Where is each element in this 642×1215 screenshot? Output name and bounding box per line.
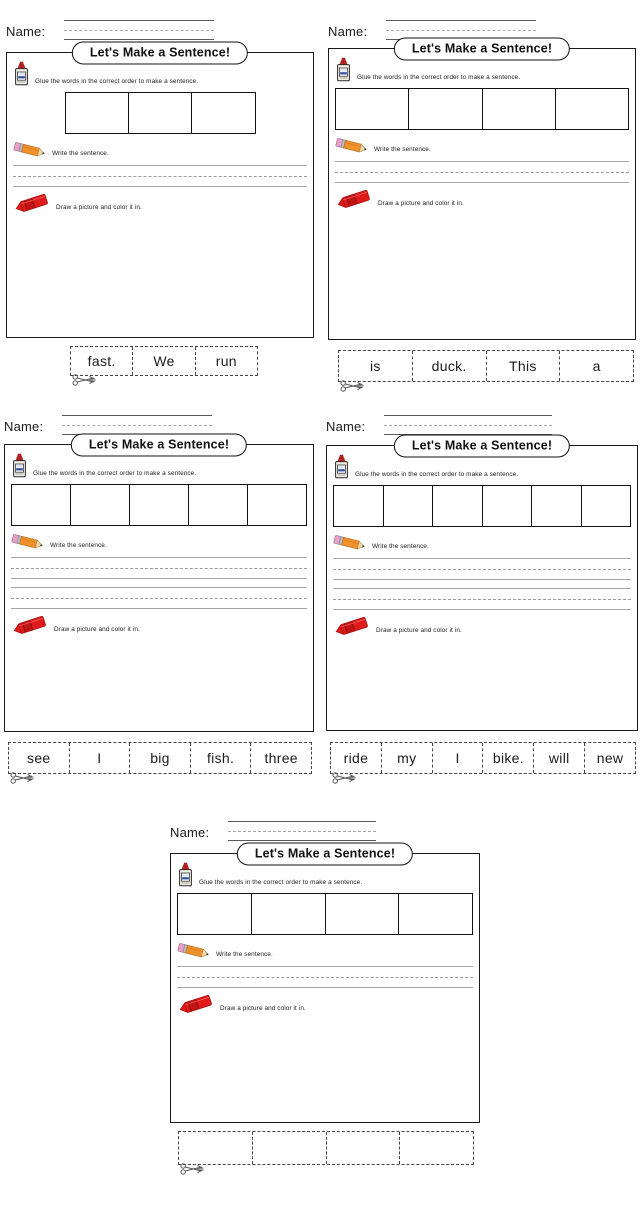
glue-box[interactable]: [130, 485, 189, 525]
worksheet-1: [6, 4, 314, 369]
word-card-label: will: [548, 750, 570, 766]
draw-instruction-text: Draw a picture and color it in.: [54, 625, 140, 633]
word-card[interactable]: [327, 1132, 401, 1164]
word-card[interactable]: [585, 743, 635, 773]
pencil-icon: [11, 534, 45, 551]
scissors-icon: [332, 771, 356, 785]
word-card-label: my: [397, 750, 417, 766]
glue-box[interactable]: [409, 89, 482, 129]
word-card[interactable]: [382, 743, 433, 773]
glue-box[interactable]: [248, 485, 306, 525]
word-card[interactable]: [196, 347, 257, 375]
write-instruction-row: [11, 534, 307, 551]
worksheet-panel: [328, 41, 636, 340]
crayon-icon: [335, 190, 373, 209]
word-card-label: We: [153, 353, 175, 369]
scissors-icon: [10, 771, 34, 785]
word-card-label: is: [370, 358, 381, 374]
glue-bottle-icon: [11, 453, 28, 479]
word-card[interactable]: [339, 351, 413, 381]
write-instruction-text: Write the sentence.: [52, 149, 109, 157]
word-cards-strip: [338, 350, 634, 382]
glue-instruction-row: [333, 454, 631, 480]
word-card[interactable]: [400, 1132, 473, 1164]
worksheet-title: Let's Make a Sentence!: [394, 38, 570, 61]
write-instruction-row: [13, 142, 307, 159]
word-card[interactable]: [253, 1132, 327, 1164]
worksheet-title: Let's Make a Sentence!: [71, 434, 247, 457]
draw-instruction-row: [13, 194, 307, 213]
name-row: [326, 399, 638, 435]
glue-instruction-row: [11, 453, 307, 479]
name-write-lines[interactable]: [64, 20, 214, 40]
write-instruction-text: Write the sentence.: [374, 145, 431, 153]
glue-box[interactable]: [483, 89, 556, 129]
draw-instruction-row: [11, 616, 307, 635]
glue-boxes-row: [333, 485, 631, 527]
glue-instruction-text: Glue the words in the correct order to make a sentence.: [199, 878, 363, 886]
glue-box[interactable]: [326, 894, 400, 934]
pencil-icon: [177, 943, 211, 960]
glue-box[interactable]: [12, 485, 71, 525]
word-card[interactable]: [413, 351, 487, 381]
scissors-icon: [340, 379, 364, 393]
word-card-label: fish.: [206, 750, 235, 766]
worksheet-title: Let's Make a Sentence!: [72, 42, 248, 65]
drawing-area[interactable]: [335, 209, 629, 309]
crayon-icon: [177, 995, 215, 1014]
glue-box[interactable]: [399, 894, 472, 934]
scissors-icon: [180, 1162, 204, 1176]
draw-instruction-row: [333, 617, 631, 636]
word-cards-strip: [330, 742, 636, 774]
name-write-lines[interactable]: [228, 821, 376, 841]
word-card[interactable]: [71, 347, 133, 375]
glue-bottle-icon: [333, 454, 350, 480]
name-write-lines[interactable]: [384, 415, 552, 435]
draw-instruction-text: Draw a picture and color it in.: [56, 203, 142, 211]
worksheet-3: [4, 399, 314, 766]
name-label: Name:: [326, 419, 366, 434]
word-card[interactable]: [534, 743, 585, 773]
word-card-label: see: [27, 750, 51, 766]
glue-box[interactable]: [66, 93, 129, 133]
word-card[interactable]: [251, 743, 311, 773]
draw-instruction-text: Draw a picture and color it in.: [378, 199, 464, 207]
name-line-bottom: [228, 840, 376, 841]
worksheet-4: [326, 399, 638, 766]
glue-instruction-row: [177, 862, 473, 888]
draw-instruction-text: Draw a picture and color it in.: [376, 626, 462, 634]
word-cards-strip: [8, 742, 312, 774]
word-card[interactable]: [560, 351, 633, 381]
name-row: [170, 805, 480, 841]
word-card-label: run: [215, 353, 237, 369]
word-card[interactable]: [483, 743, 534, 773]
pencil-icon: [333, 535, 367, 552]
write-instruction-row: [333, 535, 631, 552]
word-card[interactable]: [191, 743, 252, 773]
glue-instruction-text: Glue the words in the correct order to make a sentence.: [33, 469, 197, 477]
drawing-area[interactable]: [13, 213, 307, 313]
word-card[interactable]: [331, 743, 382, 773]
name-line-bottom: [64, 39, 214, 40]
glue-instruction-row: [335, 57, 629, 83]
write-instruction-text: Write the sentence.: [372, 542, 429, 550]
word-card-label: new: [596, 750, 624, 766]
glue-box[interactable]: [582, 486, 631, 526]
glue-box[interactable]: [483, 486, 533, 526]
write-lines[interactable]: [13, 165, 307, 187]
name-row: [4, 399, 314, 435]
worksheet-panel: [170, 846, 480, 1123]
word-card[interactable]: [487, 351, 561, 381]
worksheet-panel: [4, 437, 314, 732]
word-card-label: ride: [343, 750, 369, 766]
glue-box[interactable]: [129, 93, 192, 133]
glue-box[interactable]: [178, 894, 252, 934]
glue-box[interactable]: [71, 485, 130, 525]
word-cards-strip: [178, 1131, 474, 1165]
glue-instruction-row: [13, 61, 307, 87]
pencil-icon: [13, 142, 47, 159]
draw-instruction-row: [335, 190, 629, 209]
name-write-lines[interactable]: [62, 415, 212, 435]
word-card-label: bike.: [492, 750, 524, 766]
write-instruction-text: Write the sentence.: [50, 541, 107, 549]
name-row: [328, 4, 636, 40]
worksheet-panel: [326, 438, 638, 731]
draw-instruction-row: [177, 995, 473, 1014]
glue-box[interactable]: [532, 486, 582, 526]
word-card-label: fast.: [87, 353, 116, 369]
glue-box[interactable]: [334, 486, 384, 526]
glue-box[interactable]: [192, 93, 254, 133]
word-card[interactable]: [9, 743, 70, 773]
write-lines[interactable]: [11, 557, 307, 609]
glue-box[interactable]: [189, 485, 248, 525]
write-lines[interactable]: [333, 558, 631, 610]
crayon-icon: [333, 617, 371, 636]
word-card[interactable]: [179, 1132, 253, 1164]
scissors-icon: [72, 373, 96, 387]
glue-boxes-row: [65, 92, 256, 134]
word-card[interactable]: [133, 347, 195, 375]
worksheet-title: Let's Make a Sentence!: [237, 843, 413, 866]
glue-box[interactable]: [556, 89, 628, 129]
word-card-label: a: [592, 358, 601, 374]
worksheet-title: Let's Make a Sentence!: [394, 435, 570, 458]
word-card[interactable]: [433, 743, 484, 773]
glue-boxes-row: [11, 484, 307, 526]
name-label: Name:: [170, 825, 210, 840]
word-card-label: I: [455, 750, 460, 766]
glue-boxes-row: [177, 893, 473, 935]
write-instruction-row: [335, 138, 629, 155]
word-card-label: This: [509, 358, 537, 374]
glue-box[interactable]: [384, 486, 434, 526]
glue-instruction-text: Glue the words in the correct order to make a sentence.: [35, 77, 199, 85]
draw-instruction-text: Draw a picture and color it in.: [220, 1004, 306, 1012]
worksheet-panel: [6, 45, 314, 338]
name-label: Name:: [6, 24, 46, 39]
word-card[interactable]: [130, 743, 191, 773]
glue-bottle-icon: [13, 61, 30, 87]
name-row: [6, 4, 314, 40]
worksheet-2: [328, 4, 636, 374]
name-label: Name:: [4, 419, 44, 434]
write-instruction-row: [177, 943, 473, 960]
drawing-area[interactable]: [11, 635, 307, 723]
glue-box[interactable]: [433, 486, 483, 526]
write-lines[interactable]: [335, 161, 629, 183]
glue-instruction-text: Glue the words in the correct order to make a sentence.: [357, 73, 521, 81]
worksheet-5: [170, 805, 480, 1123]
drawing-area[interactable]: [177, 1014, 473, 1110]
crayon-icon: [13, 194, 51, 213]
glue-bottle-icon: [335, 57, 352, 83]
pencil-icon: [335, 138, 369, 155]
glue-instruction-text: Glue the words in the correct order to make a sentence.: [355, 470, 519, 478]
glue-boxes-row: [335, 88, 629, 130]
word-card-label: duck.: [431, 358, 467, 374]
crayon-icon: [11, 616, 49, 635]
write-instruction-text: Write the sentence.: [216, 950, 273, 958]
word-card[interactable]: [70, 743, 131, 773]
word-card-label: three: [264, 750, 298, 766]
write-lines[interactable]: [177, 966, 473, 988]
name-label: Name:: [328, 24, 368, 39]
drawing-area[interactable]: [333, 636, 631, 724]
word-card-label: I: [97, 750, 102, 766]
glue-box[interactable]: [252, 894, 326, 934]
glue-box[interactable]: [336, 89, 409, 129]
glue-bottle-icon: [177, 862, 194, 888]
word-cards-strip: [70, 346, 258, 376]
word-card-label: big: [150, 750, 170, 766]
